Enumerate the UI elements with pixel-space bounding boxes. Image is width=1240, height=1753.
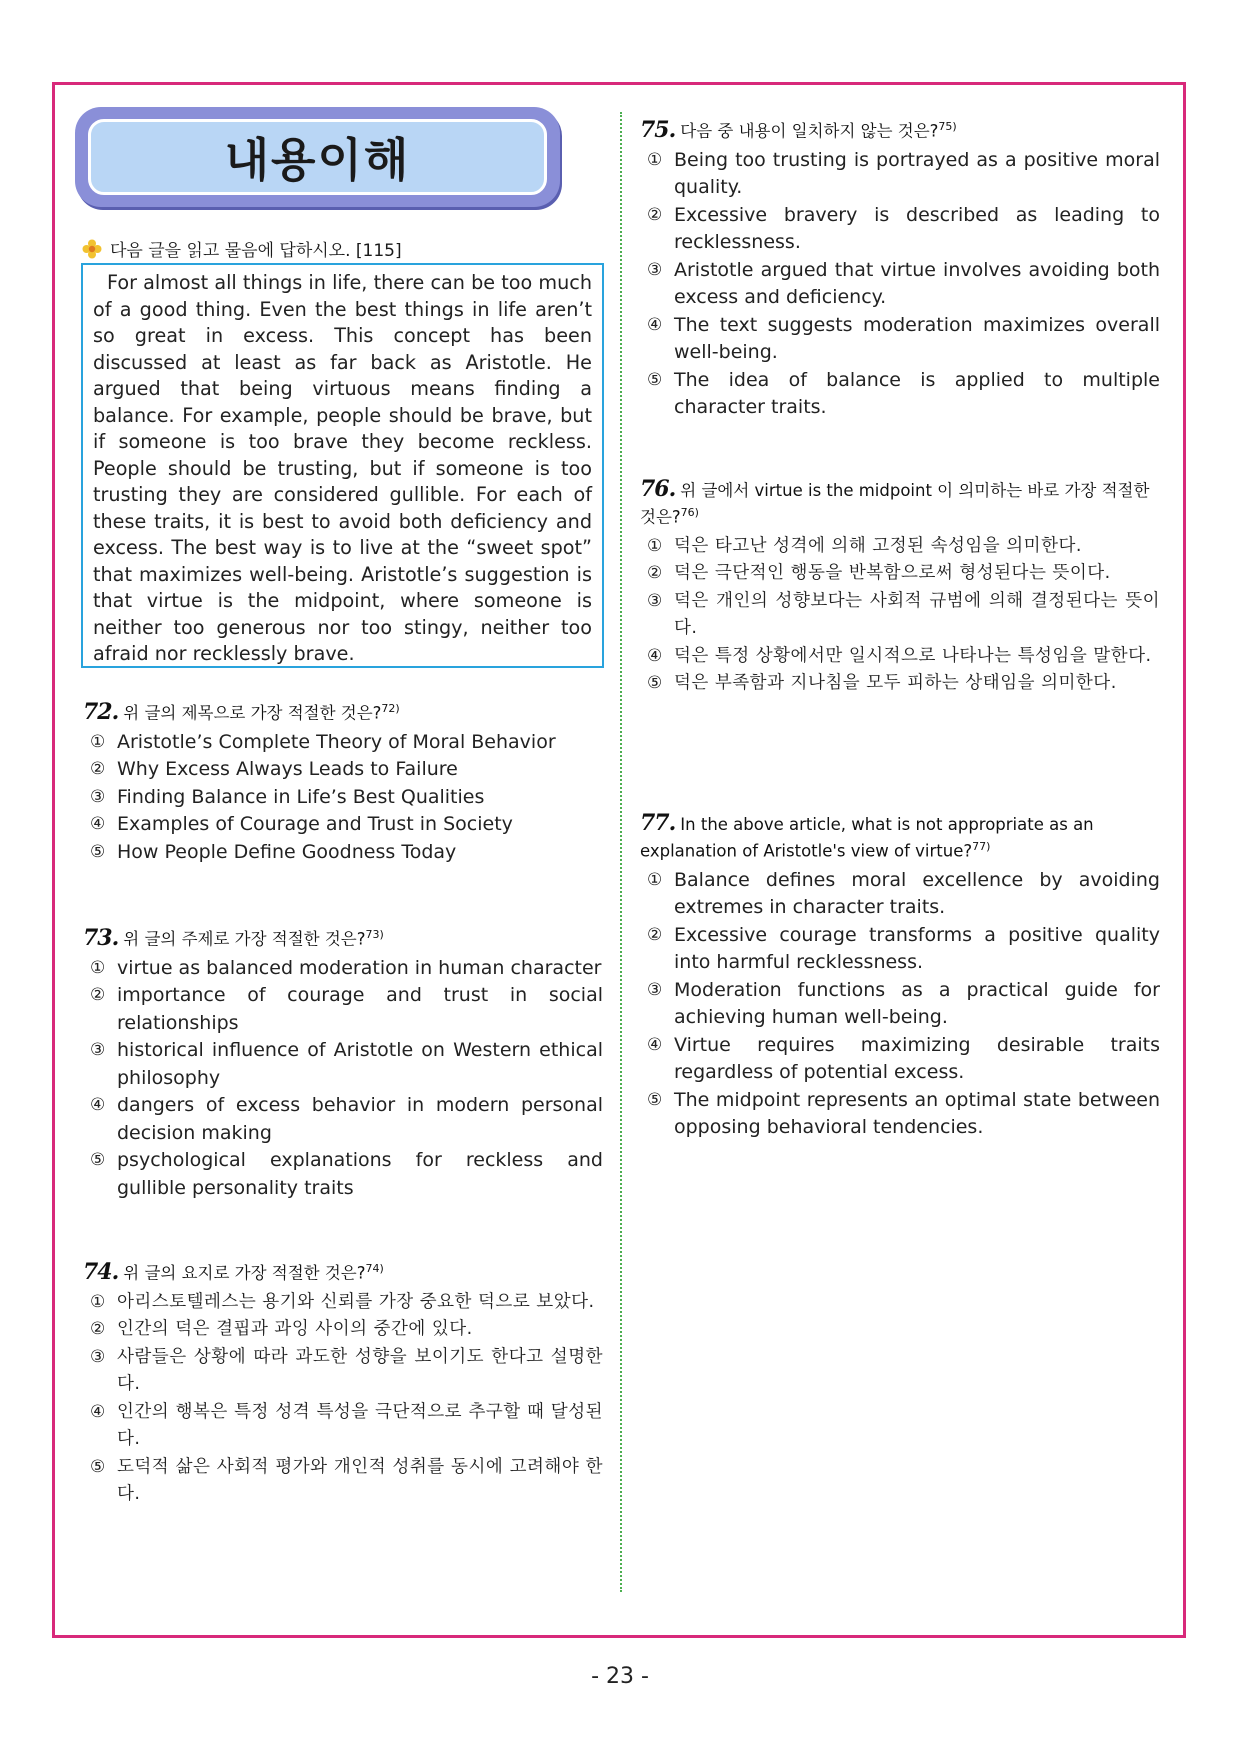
instruction-text: 다음 글을 읽고 물음에 답하시오. [115] xyxy=(110,241,402,261)
flower-icon xyxy=(82,239,102,259)
option[interactable]: ⑤ psychological explanations for reckless and gullible personality traits xyxy=(90,1149,603,1199)
question-73-head xyxy=(83,924,603,951)
question-75-head xyxy=(640,116,1160,143)
option[interactable]: ③ 사람들은 상황에 따라 과도한 성향을 보이기도 한다고 설명한다. xyxy=(90,1346,603,1394)
column-divider xyxy=(620,112,622,1592)
question-number: 72. xyxy=(83,698,119,725)
passage-text: For almost all things in life, there can be too much of a good thing. Even the best things in life aren’t so great in excess. This concept has been discussed at least as far back as Aristotle. He argued that being virtuous means finding a balance. For example, people should be brave, but if someone is too brave they become reckless. People should be trusting, but if someone is too trusting they are considered gullible. For each of these traits, it is best to avoid both deficiency and excess. The best way is to live at the “sweet spot” that maximizes well-being. Aristotle’s suggestion is that virtue is the midpoint, where someone is neither too generous nor too stingy, neither too afraid nor recklessly brave. xyxy=(93,271,592,665)
question-number: 76. xyxy=(640,476,676,502)
question-text: 위 글의 제목으로 가장 적절한 것은? xyxy=(123,703,382,723)
option[interactable]: ③ Moderation functions as a practical guide for achieving human well-being. xyxy=(647,978,1160,1028)
option[interactable]: ⑤ 덕은 부족함과 지나침을 모두 피하는 상태임을 의미한다. xyxy=(647,673,1117,693)
option-list xyxy=(640,867,1160,1142)
option[interactable]: ⑤ The midpoint represents an optimal state between opposing behavioral tendencies. xyxy=(647,1088,1160,1138)
option[interactable]: ② importance of courage and trust in social relationships xyxy=(90,984,603,1034)
option[interactable]: ④ Examples of Courage and Trust in Society xyxy=(90,813,513,835)
question-text: 위 글의 주제로 가장 적절한 것은? xyxy=(123,929,366,949)
option[interactable]: ② Excessive courage transforms a positive quality into harmful recklessness. xyxy=(647,923,1160,973)
question-ref: 73) xyxy=(365,928,384,941)
question-number: 75. xyxy=(640,116,676,143)
option[interactable]: ④ dangers of excess behavior in modern personal decision making xyxy=(90,1094,603,1144)
option[interactable]: ① Aristotle’s Complete Theory of Moral Behavior xyxy=(90,730,556,753)
option[interactable]: ④ 인간의 행복은 특정 성격 특성을 극단적으로 추구할 때 달성된다. xyxy=(90,1401,603,1449)
option-list xyxy=(640,147,1160,422)
question-ref: 72) xyxy=(381,702,400,715)
question-76-head xyxy=(640,478,1160,529)
section-banner-inner xyxy=(88,119,547,195)
question-text: In the above article, what is not appropriate as an explanation of Aristotle's view of virtue? xyxy=(640,815,1094,861)
option[interactable]: ① 아리스토텔레스는 용기와 신뢰를 가장 중요한 덕으로 보았다. xyxy=(90,1291,595,1312)
question-text: 위 글의 요지로 가장 적절한 것은? xyxy=(123,1263,366,1283)
option[interactable]: ② 덕은 극단적인 행동을 반복함으로써 형성된다는 뜻이다. xyxy=(647,563,1111,583)
question-74 xyxy=(83,1258,603,1509)
question-ref: 76) xyxy=(680,506,699,519)
option[interactable]: ⑤ 도덕적 삶은 사회적 평가와 개인적 성취를 동시에 고려해야 한다. xyxy=(90,1456,603,1504)
section-title: 내용이해 xyxy=(224,133,411,187)
question-73 xyxy=(83,924,603,1202)
option[interactable]: ③ Finding Balance in Life’s Best Qualities xyxy=(90,785,485,808)
question-text: 다음 중 내용이 일치하지 않는 것은? xyxy=(680,121,939,141)
question-75 xyxy=(640,116,1160,422)
question-ref: 77) xyxy=(972,840,991,853)
option[interactable]: ③ Aristotle argued that virtue involves avoiding both excess and deficiency. xyxy=(647,258,1160,308)
question-number: 77. xyxy=(640,810,676,836)
question-72 xyxy=(83,698,603,866)
question-74-head xyxy=(83,1258,603,1285)
option[interactable]: ① Being too trusting is portrayed as a positive moral quality. xyxy=(647,148,1160,198)
question-77-head xyxy=(640,812,1160,863)
option[interactable]: ④ Virtue requires maximizing desirable traits regardless of potential excess. xyxy=(647,1033,1160,1083)
option[interactable]: ① Balance defines moral excellence by avoiding extremes in character traits. xyxy=(647,868,1160,918)
option[interactable]: ② Excessive bravery is described as leading to recklessness. xyxy=(647,203,1160,253)
question-number: 74. xyxy=(83,1258,119,1285)
instruction xyxy=(82,236,402,261)
option[interactable]: ② 인간의 덕은 결핍과 과잉 사이의 중간에 있다. xyxy=(90,1319,473,1339)
option[interactable]: ④ The text suggests moderation maximizes overall well-being. xyxy=(647,313,1160,363)
option-list xyxy=(83,955,603,1203)
question-text: 위 글에서 virtue is the midpoint 이 의미하는 바로 가장 적절한 것은? xyxy=(640,481,1150,527)
question-ref: 74) xyxy=(365,1262,384,1275)
question-77 xyxy=(640,812,1160,1142)
question-76 xyxy=(640,478,1160,698)
option[interactable]: ⑤ How People Define Goodness Today xyxy=(90,840,457,863)
option[interactable]: ③ 덕은 개인의 성향보다는 사회적 규범에 의해 결정된다는 뜻이다. xyxy=(647,590,1160,638)
option[interactable]: ① 덕은 타고난 성격에 의해 고정된 속성임을 의미한다. xyxy=(647,535,1082,556)
option[interactable]: ① virtue as balanced moderation in human character xyxy=(90,956,602,979)
question-ref: 75) xyxy=(938,120,957,133)
option-list xyxy=(640,533,1160,698)
option[interactable]: ③ historical influence of Aristotle on Western ethical philosophy xyxy=(90,1039,603,1089)
option[interactable]: ② Why Excess Always Leads to Failure xyxy=(90,758,458,780)
question-number: 73. xyxy=(83,924,119,951)
option-list xyxy=(83,1289,603,1509)
question-72-head xyxy=(83,698,603,725)
option-list xyxy=(83,729,603,867)
section-banner xyxy=(75,107,560,207)
reading-passage xyxy=(81,263,604,668)
option[interactable]: ④ 덕은 특정 상황에서만 일시적으로 나타나는 특성임을 말한다. xyxy=(647,645,1152,666)
option[interactable]: ⑤ The idea of balance is applied to multiple character traits. xyxy=(647,368,1160,418)
page-number: - 23 - xyxy=(591,1664,649,1689)
